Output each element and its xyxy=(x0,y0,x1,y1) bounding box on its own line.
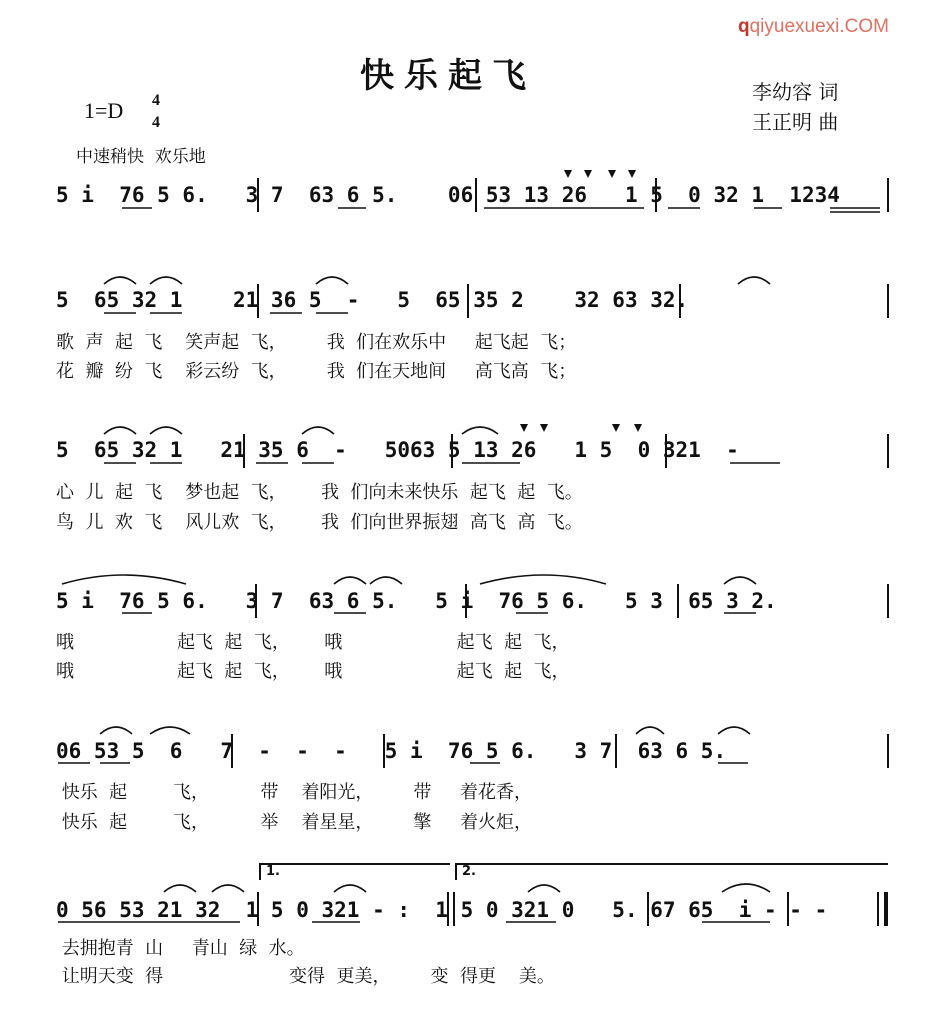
score-line-2-lyrics-1: 歌 声 起 飞 笑声起 飞， 我 们在欢乐中 起飞起 飞； xyxy=(56,332,577,353)
key-signature: 1=D xyxy=(84,98,124,123)
watermark: qqiyuexuexi.COM xyxy=(738,16,889,37)
song-title: 快乐起飞 xyxy=(360,56,536,96)
score-line-4-lyrics-2: 哦 起飞 起 飞， 哦 起飞 起 飞， xyxy=(56,661,570,682)
score-line-5-lyrics-1: 快乐 起 飞， 带 着阳光， 带 着花香， xyxy=(56,782,532,803)
time-signature-bottom: 4 xyxy=(152,114,160,131)
score-line-6-lyrics-1: 去拥抱青 山 青山 绿 水。 xyxy=(56,938,305,959)
first-ending-label: 1. xyxy=(266,864,280,879)
score-line-6-notes: 0 56 53 21 32 1 5 0 321 - : 1 5 0 321 0 5. 67 65 i - - - xyxy=(56,898,828,922)
lyricist-credit: 李幼容 词 xyxy=(752,80,839,104)
score-line-6-lyrics-2: 让明天变 得 变得 更美， 变 得更 美。 xyxy=(56,966,555,987)
time-signature-top: 4 xyxy=(152,92,160,109)
composer-credit: 王正明 曲 xyxy=(752,110,839,134)
score-line-4-lyrics-1: 哦 起飞 起 飞， 哦 起飞 起 飞， xyxy=(56,632,570,653)
score-line-2-lyrics-2: 花 瓣 纷 飞 彩云纷 飞， 我 们在天地间 高飞高 飞； xyxy=(56,361,577,382)
second-ending-label: 2. xyxy=(462,864,476,879)
score-line-1-notes: 5 i 76 5 6. 3 7 63 6 5. 06 53 13 26 1 5 0 32 1 1234 xyxy=(56,183,840,207)
tempo-marking: 中速稍快 欢乐地 xyxy=(76,147,206,167)
score-line-3-notes: 5 65 32 1 21 35 6 - 5063 5 13 26 1 5 0 321 - xyxy=(56,438,739,462)
score-line-4-notes: 5 i 76 5 6. 3 7 63 6 5. 5 i 76 5 6. 5 3 65 3 2. xyxy=(56,589,777,613)
score-line-5-notes: 06 53 5 6 7 - - - 5 i 76 5 6. 3 7 63 6 5. xyxy=(56,739,727,763)
score-line-2-notes: 5 65 32 1 21 36 5 - 5 65 35 2 32 63 32. xyxy=(56,288,689,312)
score-line-3-lyrics-2: 鸟 儿 欢 飞 风儿欢 飞， 我 们向世界振翅 高飞 高 飞。 xyxy=(56,512,583,533)
score-line-5-lyrics-2: 快乐 起 飞， 举 着星星， 擎 着火炬， xyxy=(56,812,532,833)
score-line-3-lyrics-1: 心 儿 起 飞 梦也起 飞， 我 们向未来快乐 起飞 起 飞。 xyxy=(56,482,583,503)
